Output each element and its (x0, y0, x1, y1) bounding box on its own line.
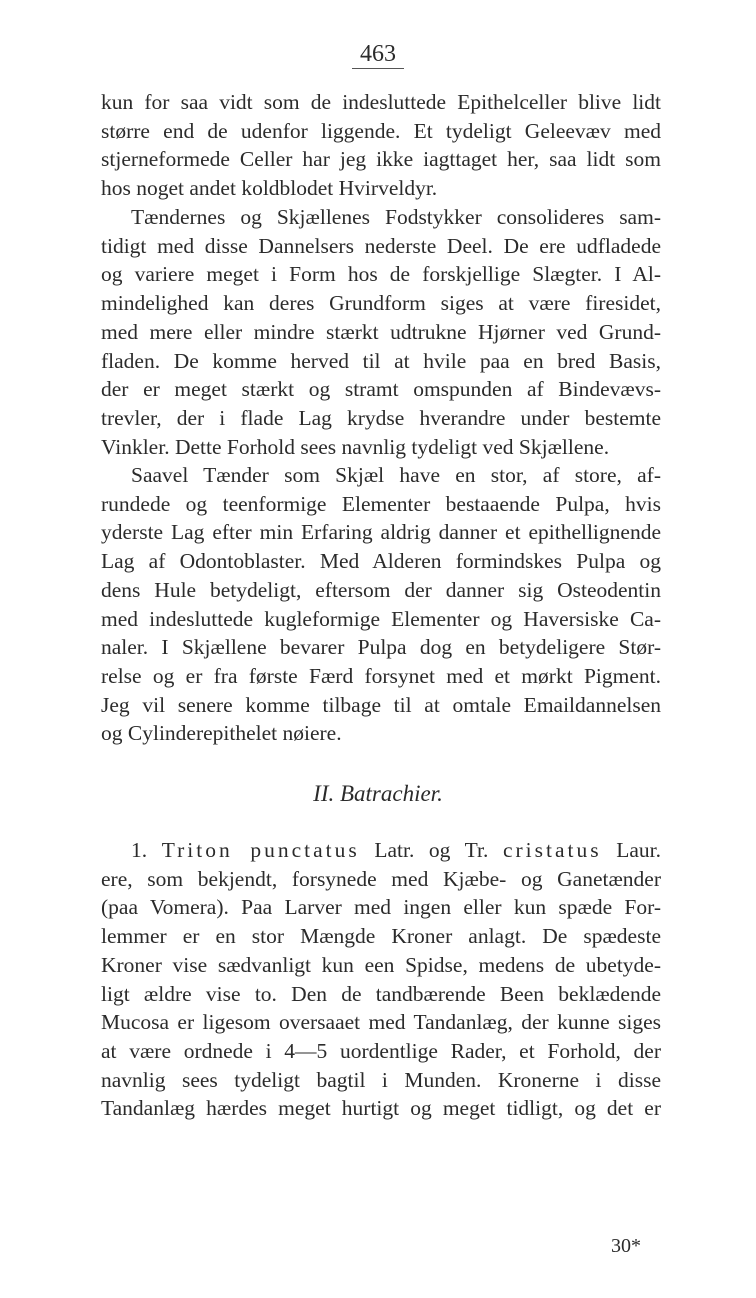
printer-signature: 30* (611, 1235, 641, 1257)
text-line: at være ordnede i 4—5 uordentlige Rader, et Forhold, der (101, 1038, 661, 1063)
text-line: og variere meget i Form hos de forskjellige Slægter. I Al- (101, 262, 661, 287)
text-line: der er meget stærkt og stramt omspunden af Bindevævs- (101, 377, 661, 402)
section-heading: II. Batrachier. (313, 781, 443, 806)
text-line: fladen. De komme herved til at hvile paa en bred Basis, (101, 348, 661, 373)
text-line: trevler, der i flade Lag krydse hverandre under bestemte (101, 405, 661, 430)
text-line: Tændernes og Skjællenes Fodstykker consolideres sam- (131, 205, 661, 229)
paragraph-4 (101, 836, 661, 1123)
text-line: ere, som bekjendt, forsynede med Kjæbe- og Ganetænder (101, 866, 661, 891)
text-line: dens Hule betydeligt, eftersom der danner sig Osteodentin (101, 577, 661, 602)
text-line: relse og er fra første Færd forsynet med et mørkt Pigment. (101, 663, 661, 688)
paragraph-2 (101, 203, 661, 461)
text-line: med mere eller mindre stærkt udtrukne Hjørner ved Grund- (101, 319, 661, 344)
text-line: Lag af Odontoblaster. Med Alderen formindskes Pulpa og (101, 549, 661, 574)
species-author: Laur. (616, 838, 662, 862)
text-line: større end de udenfor liggende. Et tydeligt Geleevæv med (101, 118, 661, 143)
text-line: kun for saa vidt som de indesluttede Epithelceller blive lidt (101, 90, 661, 114)
text-line: Saavel Tænder som Skjæl have en stor, af store, af- (131, 463, 661, 487)
paragraph-1 (101, 88, 661, 203)
text-line: med indesluttede kugleformige Elementer og Haversiske Ca- (101, 606, 661, 631)
text-line: Kroner vise sædvanligt kun een Spidse, medens de ubetyde- (101, 952, 661, 977)
species-name: cristatus (502, 838, 602, 862)
text-line: ligt ældre vise to. Den de tandbærende Been beklædende (101, 981, 661, 1006)
text-line: Vinkler. Dette Forhold sees navnlig tydeligt ved Skjællene. (101, 434, 610, 459)
text-line: yderste Lag efter min Erfaring aldrig danner et epithellignende (101, 520, 661, 545)
text-line: Tandanlæg hærdes meget hurtigt og meget tidligt, og det er (101, 1096, 661, 1121)
section-intro-line (101, 836, 661, 865)
section-number: 1. (131, 838, 148, 862)
text-line: Mucosa er ligesom oversaaet med Tandanlæg, der kunne siges (101, 1010, 661, 1035)
text-line: (paa Vomera). Paa Larver med ingen eller kun spæde For- (101, 895, 661, 920)
text-line: rundede og teenformige Elementer bestaaende Pulpa, hvis (101, 491, 661, 516)
paragraph-3 (101, 461, 661, 748)
species-author: Latr. og Tr. (374, 838, 489, 862)
page-number: 463 (0, 40, 756, 69)
text-line: stjerneformede Celler har jeg ikke iagttaget her, saa lidt som (101, 147, 661, 172)
text-line: tidigt med disse Dannelsers nederste Deel. De ere udfladede (101, 233, 661, 258)
text-line: og Cylinderepithelet nøiere. (101, 721, 342, 746)
text-line: Jeg vil senere komme tilbage til at omtale Emaildannelsen (101, 692, 661, 717)
text-line: mindelighed kan deres Grundform siges at være firesidet, (101, 291, 661, 316)
species-name: Triton punctatus (161, 838, 360, 862)
text-line: naler. I Skjællene bevarer Pulpa dog en betydeligere Stør- (101, 635, 661, 660)
text-line: hos noget andet koldblodet Hvirveldyr. (101, 176, 438, 201)
text-line: lemmer er en stor Mængde Kroner anlagt. De spædeste (101, 924, 661, 949)
text-line: navnlig sees tydeligt bagtil i Munden. Kronerne i disse (101, 1067, 661, 1092)
